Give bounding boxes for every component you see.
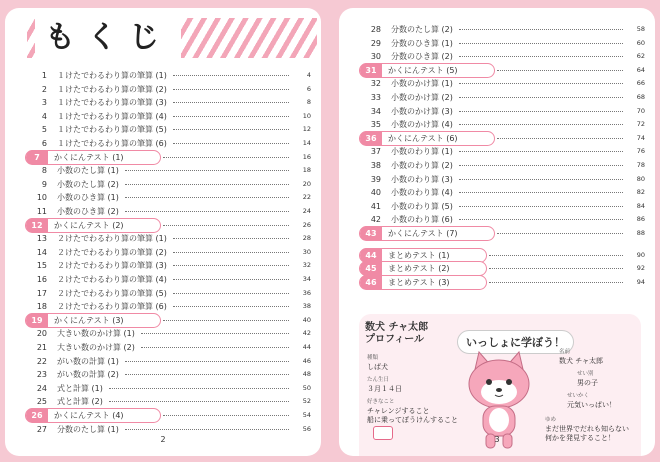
toc-page: 50 (302, 383, 311, 392)
name-info (559, 348, 603, 366)
toc-label: 分数のたし算 (2) (391, 25, 453, 34)
leader-dots (173, 89, 289, 90)
leader-dots (459, 83, 623, 84)
toc-page: 70 (636, 106, 645, 115)
toc-number: 31 (360, 63, 382, 78)
leader-dots (125, 184, 289, 185)
toc-label: 小数のわり算 (6) (391, 215, 453, 225)
leader-dots (459, 29, 623, 30)
toc-number: 40 (370, 188, 381, 198)
leader-dots (125, 429, 289, 430)
toc-page: 58 (636, 25, 645, 33)
toc-number: 9 (41, 179, 47, 189)
toc-number: 41 (370, 201, 381, 211)
toc-number: 14 (36, 247, 47, 257)
toc-number: 25 (36, 397, 47, 407)
leader-dots (459, 165, 623, 166)
toc-number: 6 (41, 139, 47, 148)
toc-page: 76 (636, 147, 645, 156)
toc-label: 大きい数のかけ算 (2) (57, 343, 135, 352)
leader-dots (141, 347, 289, 348)
toc-label: かくにんテスト (5) (388, 65, 458, 75)
toc-page: 64 (636, 65, 645, 74)
right-page (339, 8, 655, 456)
birthday-value: ３月１４日 (367, 385, 402, 393)
toc-number: 2 (41, 84, 47, 94)
toc-label: 小数のわり算 (3) (391, 174, 453, 184)
toc-page: 52 (302, 397, 311, 406)
toc-page: 12 (302, 125, 311, 134)
leader-dots (459, 192, 623, 193)
leader-dots (163, 157, 289, 158)
leader-dots (163, 225, 289, 226)
toc-number: 32 (370, 79, 381, 89)
toc-page: 32 (302, 261, 311, 270)
toc-label: 分数のひき算 (1) (391, 38, 453, 48)
leader-dots (125, 197, 289, 198)
leader-dots (125, 170, 289, 171)
toc-page: 82 (636, 188, 645, 197)
toc-label: かくにんテスト (7) (388, 229, 458, 238)
toc-label: 式と計算 (2) (57, 397, 103, 407)
toc-page: 30 (302, 247, 311, 256)
leader-dots (173, 265, 289, 266)
likes-key: 好きなこと (367, 399, 395, 405)
leader-dots (497, 70, 623, 71)
birthday-info (367, 376, 402, 394)
toc-label: 小数のかけ算 (4) (391, 120, 453, 130)
toc-page: 66 (636, 79, 645, 88)
toc-number: 29 (370, 38, 381, 48)
toc-page: 18 (302, 166, 311, 175)
toc-page: 42 (302, 329, 311, 338)
toc-page: 56 (302, 424, 311, 433)
toc-page: 10 (302, 111, 311, 120)
leader-dots (109, 388, 289, 389)
sex-info (577, 370, 598, 388)
name-key: 名前 (559, 349, 571, 355)
toc-label: 小数のかけ算 (1) (391, 79, 453, 89)
toc-page: 48 (302, 370, 311, 379)
toc-label: 小数のかけ算 (2) (391, 93, 453, 102)
toc-number: 10 (36, 193, 47, 203)
likes-value-2: 船に乗ってぼうけんすること (367, 416, 458, 424)
toc-page: 94 (636, 277, 645, 286)
test-pill (359, 226, 495, 241)
leader-dots (163, 320, 289, 321)
leader-dots (173, 293, 289, 294)
toc-page: 14 (302, 139, 311, 147)
toc-number: 12 (26, 218, 48, 233)
toc-number: 36 (360, 131, 382, 146)
toc-label: がい数の計算 (1) (57, 356, 119, 366)
leader-dots (125, 211, 289, 212)
toc-page: 88 (636, 229, 645, 237)
personality-value: 元気いっぱい！ (567, 401, 616, 409)
toc-page: 16 (302, 152, 311, 161)
leader-dots (163, 415, 289, 416)
toc-number: 7 (26, 150, 48, 165)
personality-key: せいかく (567, 393, 590, 399)
toc-label: ２けたでわるわり算の筆算 (3) (57, 261, 167, 271)
toc-number: 30 (370, 52, 381, 62)
leader-dots (173, 102, 289, 103)
leader-dots (125, 374, 289, 375)
toc-number: 45 (360, 261, 382, 276)
leader-dots (489, 255, 623, 256)
toc-page: 68 (636, 93, 645, 101)
toc-page: 34 (302, 275, 311, 283)
toc-page: 26 (302, 220, 311, 229)
personality-info (567, 392, 616, 410)
toc-number: 23 (36, 370, 47, 380)
species-info (367, 354, 388, 372)
toc-number: 11 (36, 207, 47, 216)
toc-number: 42 (370, 215, 381, 225)
left-page (5, 8, 321, 456)
toc-label: 小数のわり算 (1) (391, 147, 453, 157)
toc-label: 大きい数のかけ算 (1) (57, 329, 135, 339)
toc-number: 26 (26, 408, 48, 423)
toc-label: かくにんテスト (1) (54, 152, 124, 162)
leader-dots (459, 111, 623, 112)
leader-dots (173, 306, 289, 307)
leader-dots (125, 361, 289, 362)
dream-key: ゆめ (545, 417, 557, 423)
toc-label: 小数のかけ算 (3) (391, 106, 453, 116)
toc-page: 4 (306, 71, 311, 79)
toc-page: 36 (302, 288, 311, 297)
toc-number: 20 (36, 329, 47, 339)
toc-test-row (339, 275, 655, 290)
toc-number: 35 (370, 120, 381, 130)
likes-value-1: チャレンジすること (367, 407, 430, 415)
leader-dots (497, 138, 623, 139)
toc-label: １けたでわるわり算の筆算 (1) (57, 71, 167, 80)
toc-number: 19 (26, 313, 48, 328)
toc-label: まとめテスト (1) (388, 250, 450, 260)
toc-page: 20 (302, 179, 311, 188)
toc-number: 46 (360, 275, 382, 290)
species-key: 種類 (367, 355, 379, 361)
toc-label: １けたでわるわり算の筆算 (3) (57, 98, 167, 108)
toc-page: 28 (302, 234, 311, 243)
toc-number: 13 (36, 234, 47, 244)
toc-page: 72 (636, 120, 645, 129)
toc-number: 16 (36, 275, 47, 284)
leader-dots (489, 282, 623, 283)
leader-dots (459, 179, 623, 180)
toc-label: 小数のたし算 (1) (57, 166, 119, 176)
toc-label: かくにんテスト (6) (388, 133, 458, 143)
toc-number: 21 (36, 343, 47, 352)
toc-number: 15 (36, 261, 47, 271)
toc-label: １けたでわるわり算の筆算 (5) (57, 125, 167, 135)
toc-page: 8 (306, 98, 311, 107)
toc-label: まとめテスト (3) (388, 277, 450, 287)
likes-info (367, 398, 458, 425)
toc-page: 90 (636, 250, 645, 259)
toc-label: ２けたでわるわり算の筆算 (6) (57, 302, 167, 312)
leader-dots (173, 143, 289, 144)
toc-number: 24 (36, 383, 47, 393)
leader-dots (173, 279, 289, 280)
leader-dots (459, 43, 623, 44)
sex-key: せい別 (577, 371, 594, 377)
toc-number: 5 (41, 125, 47, 135)
toc-label: まとめテスト (2) (388, 264, 450, 274)
toc-page: 78 (636, 161, 645, 169)
test-pill (359, 275, 487, 290)
toc-label: 分数のたし算 (1) (57, 424, 119, 434)
toc-page: 54 (302, 411, 311, 419)
toc-label: 分数のひき算 (2) (391, 52, 453, 62)
profile-title-name: 数犬 チャ太郎 (365, 322, 429, 333)
toc-page: 62 (636, 52, 645, 61)
toc-label: ２けたでわるわり算の筆算 (5) (57, 288, 167, 298)
toc-label: １けたでわるわり算の筆算 (6) (57, 139, 167, 148)
toc-page: 92 (636, 264, 645, 273)
leader-dots (459, 219, 623, 220)
dream-value-1: まだ世界でだれも知らない (545, 425, 629, 433)
toc-label: １けたでわるわり算の筆算 (2) (57, 84, 167, 94)
toc-label: ２けたでわるわり算の筆算 (4) (57, 275, 167, 284)
toc-label: 小数のわり算 (4) (391, 188, 453, 198)
toc-label: ２けたでわるわり算の筆算 (1) (57, 234, 167, 244)
toc-number: 1 (41, 71, 47, 80)
toc-page: 84 (636, 201, 645, 210)
toc-label: 小数のたし算 (2) (57, 179, 119, 189)
leader-dots (173, 129, 289, 130)
toc-label: ２けたでわるわり算の筆算 (2) (57, 247, 167, 257)
page-number-left: 2 (160, 435, 166, 444)
leader-dots (459, 124, 623, 125)
toc-number: 43 (360, 226, 382, 241)
toc-page: 24 (302, 207, 311, 215)
toc-page: 40 (302, 315, 311, 324)
toc-page: 22 (302, 193, 311, 202)
toc-number: 33 (370, 93, 381, 102)
toc-label: かくにんテスト (2) (54, 220, 124, 230)
toc-page: 44 (302, 343, 311, 351)
leader-dots (459, 206, 623, 207)
toc-number: 8 (41, 166, 47, 176)
toc-number: 18 (36, 302, 47, 312)
toc-label: 小数のわり算 (2) (391, 161, 453, 170)
toc-label: 小数のわり算 (5) (391, 201, 453, 211)
toc-page: 46 (302, 356, 311, 365)
toc-page: 86 (636, 215, 645, 224)
profile-title (365, 322, 428, 346)
toc-page: 60 (636, 38, 645, 47)
toc-number: 34 (370, 106, 381, 116)
toc-label: 小数のひき算 (1) (57, 193, 119, 203)
sex-value: 男の子 (577, 379, 598, 387)
toc-label: がい数の計算 (2) (57, 370, 119, 380)
leader-dots (173, 252, 289, 253)
toc-label: かくにんテスト (3) (54, 315, 124, 325)
toc-number: 39 (370, 174, 381, 184)
toc-number: 44 (360, 248, 382, 263)
toc-page: 74 (636, 133, 645, 142)
toc-page: 6 (306, 84, 311, 93)
profile-title-label: プロフィール (365, 334, 424, 345)
leader-dots (489, 268, 623, 269)
leader-dots (459, 151, 623, 152)
toc-number: 38 (370, 161, 381, 170)
toc-number: 28 (370, 25, 381, 34)
toc-number: 22 (36, 356, 47, 366)
toc-label: かくにんテスト (4) (54, 411, 124, 420)
birthday-key: たん生日 (367, 377, 390, 383)
speech-bubble: いっしょに学ぼう！ (457, 330, 574, 354)
dream-value-2: 何かを発見すること！ (545, 434, 615, 442)
toc-number: 4 (41, 111, 47, 121)
leader-dots (109, 401, 289, 402)
leader-dots (173, 75, 289, 76)
species-value: しば犬 (367, 363, 388, 371)
title-banner (27, 18, 317, 58)
toc-number: 17 (36, 288, 47, 298)
leader-dots (141, 333, 289, 334)
toc-label: １けたでわるわり算の筆算 (4) (57, 111, 167, 121)
leader-dots (459, 56, 623, 57)
toc-test-row (339, 226, 655, 241)
toc-label: 小数のひき算 (2) (57, 207, 119, 216)
toc-number: 27 (36, 424, 47, 434)
leader-dots (173, 238, 289, 239)
leader-dots (173, 116, 289, 117)
toc-number: 37 (370, 147, 381, 157)
toc-page: 38 (302, 302, 311, 311)
leader-dots (459, 97, 623, 98)
toc-number: 3 (41, 98, 47, 108)
toc-page: 80 (636, 174, 645, 183)
name-value: 数犬 チャ太郎 (559, 357, 604, 365)
toc-label: 式と計算 (1) (57, 383, 103, 393)
page-number-right: 3 (494, 435, 500, 444)
leader-dots (497, 233, 623, 234)
page-title: もくじ (35, 18, 181, 58)
